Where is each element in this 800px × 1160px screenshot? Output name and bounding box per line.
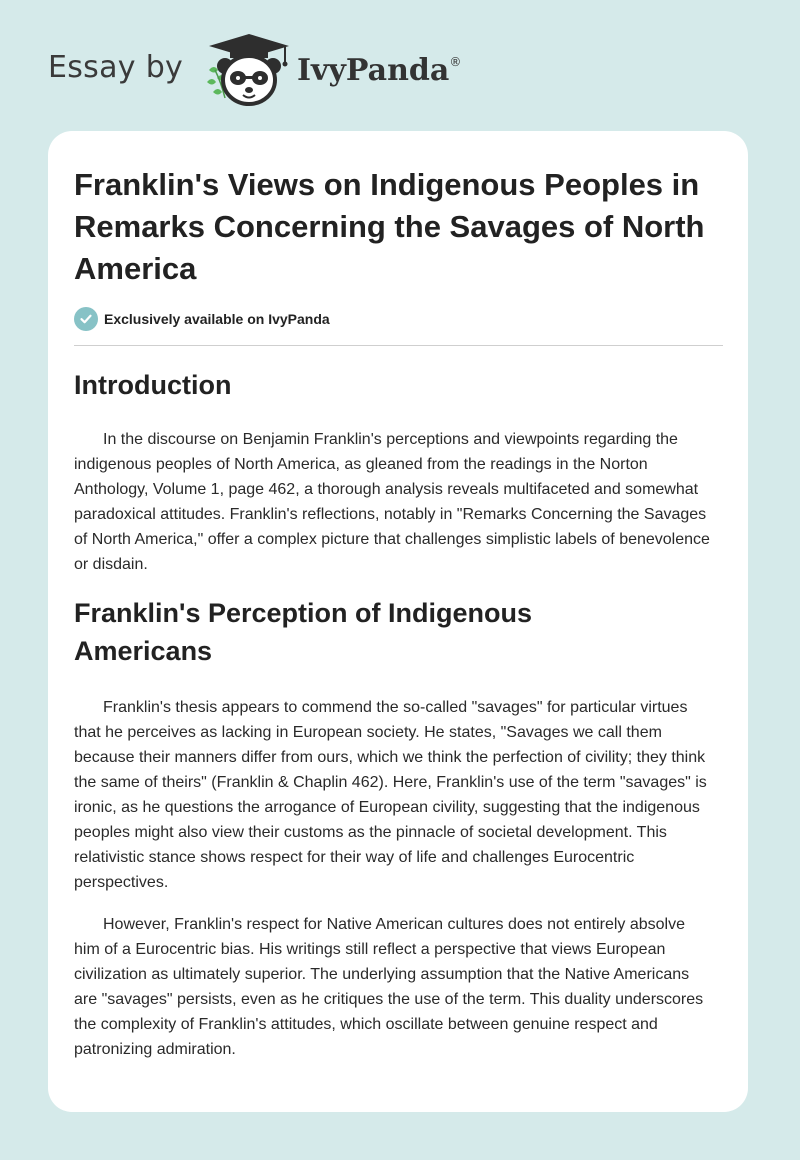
exclusive-badge-label: Exclusively available on IvyPanda <box>104 311 330 327</box>
section-heading-introduction: Introduction <box>74 370 232 400</box>
panda-logo-icon[interactable] <box>203 30 295 110</box>
title-divider <box>74 345 723 346</box>
paragraph: Franklin's thesis appears to commend the so-called "savages" for particular virtues that he perceives as lacking in European society. He states, "Savages we call them because their manners differ from ours, which we think the perfection of civility; they think the same of theirs" (Franklin & Chaplin 462). Here, Franklin's use of the term "savages" is ironic, as he questions the arrogance of European civility, suggesting that the indigenous peoples might also view their customs as the pinnacle of societal development. This relativistic stance shows respect for their way of life and challenges Eurocentric perspectives. <box>74 699 707 891</box>
paragraph: In the discourse on Benjamin Franklin's perceptions and viewpoints regarding the indigenous peoples of North America, as gleaned from the readings in the Norton Anthology, Volume 1, page 462, a thorough analysis reveals multifaceted and somewhat paradoxical attitudes. Franklin's reflections, notably in "Remarks Concerning the Savages of North America," offer a complex picture that challenges simplistic labels of benevolence or disdain. <box>74 431 710 573</box>
essay-title: Franklin's Views on Indigenous Peoples in Remarks Concerning the Savages of North America <box>74 167 705 286</box>
paragraph: However, Franklin's respect for Native American cultures does not entirely absolve him of a Eurocentric bias. His writings still reflect a perspective that views European civilization as ultimately superior. The underlying assumption that the Native Americans are "savages" persists, even as he critiques the use of the term. This duality underscores the complexity of Franklin's attitudes, which oscillate between genuine respect and patronizing admiration. <box>74 916 704 1058</box>
section-heading-perception: Franklin's Perception of Indigenous Americans <box>74 598 532 666</box>
essay-card <box>48 131 748 1112</box>
essay-by-label: Essay by <box>48 50 184 85</box>
check-circle-icon <box>74 307 98 331</box>
exclusive-badge <box>74 307 330 331</box>
brand-name[interactable]: IvyPanda® <box>297 53 462 88</box>
site-header <box>48 30 548 110</box>
registered-mark: ® <box>449 55 462 69</box>
